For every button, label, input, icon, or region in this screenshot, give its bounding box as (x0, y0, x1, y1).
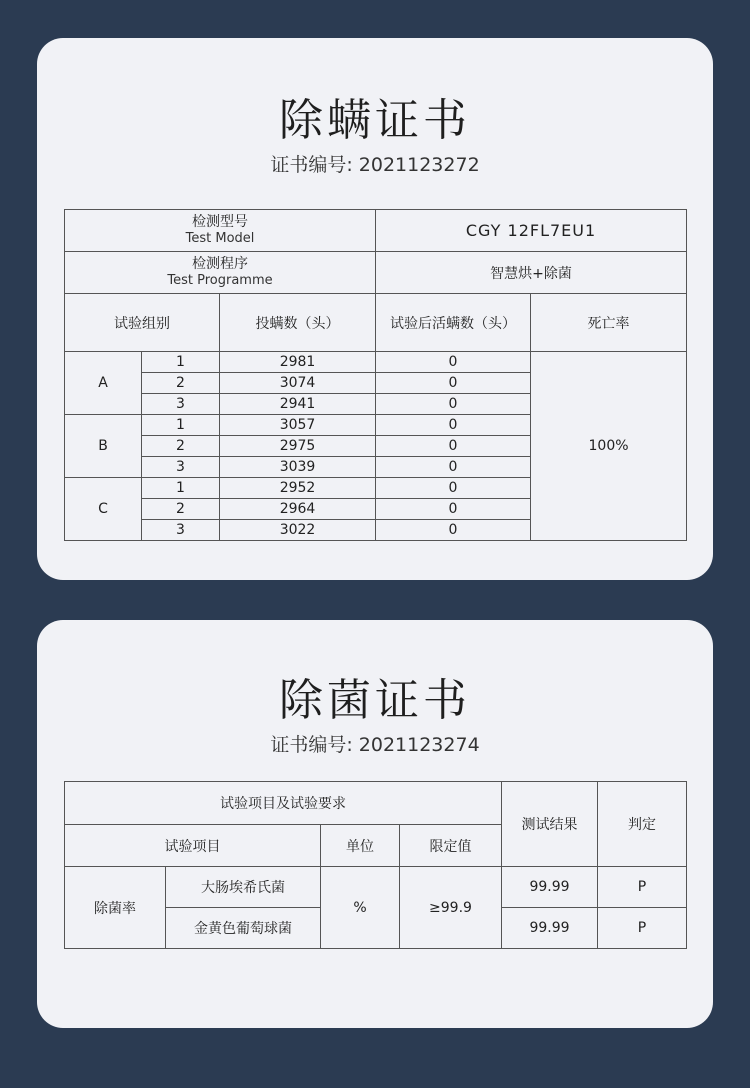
header-live-mites-after: 试验后活螨数（头） (376, 294, 531, 352)
mites-placed: 3039 (220, 457, 376, 478)
header-test-result: 测试结果 (502, 782, 598, 867)
model-label-en: Test Model (185, 231, 255, 246)
model-label-cn: 检测型号 (192, 214, 248, 230)
live-mites-after: 0 (376, 415, 531, 436)
table-row (65, 867, 687, 908)
header-items-requirements: 试验项目及试验要求 (65, 782, 502, 825)
programme-label-cn: 检测程序 (192, 256, 248, 272)
test-result: 99.99 (502, 908, 598, 949)
unit-value: % (321, 867, 400, 949)
mites-placed: 2975 (220, 436, 376, 457)
replicate-number: 3 (142, 457, 220, 478)
mortality-value: 100% (531, 352, 687, 541)
mites-placed: 2941 (220, 394, 376, 415)
replicate-number: 2 (142, 436, 220, 457)
live-mites-after: 0 (376, 520, 531, 541)
group-label: B (65, 415, 142, 478)
replicate-number: 1 (142, 352, 220, 373)
header-limit: 限定值 (400, 825, 502, 867)
germ-certificate-number: 证书编号: 2021123274 (270, 734, 480, 756)
mites-placed: 3074 (220, 373, 376, 394)
mite-certificate-card (37, 38, 713, 580)
live-mites-after: 0 (376, 394, 531, 415)
mites-placed: 2981 (220, 352, 376, 373)
mite-test-table (64, 209, 687, 541)
programme-label-cell (65, 252, 376, 294)
model-label-cell (65, 210, 376, 252)
replicate-number: 2 (142, 373, 220, 394)
live-mites-after: 0 (376, 457, 531, 478)
germ-test-table (64, 781, 687, 949)
bacteria-name: 大肠埃希氏菌 (166, 867, 321, 908)
header-mortality: 死亡率 (531, 294, 687, 352)
judgement: P (598, 908, 687, 949)
header-test-item: 试验项目 (65, 825, 321, 867)
limit-value: ≥99.9 (400, 867, 502, 949)
header-unit: 单位 (321, 825, 400, 867)
germ-header-row-1 (65, 782, 687, 825)
mites-placed: 2964 (220, 499, 376, 520)
mite-certificate-number: 证书编号: 2021123272 (270, 154, 480, 176)
germ-certificate-title: 除菌证书 (279, 675, 471, 726)
replicate-number: 3 (142, 520, 220, 541)
replicate-number: 2 (142, 499, 220, 520)
header-judgement: 判定 (598, 782, 687, 867)
model-row (65, 210, 687, 252)
header-test-group: 试验组别 (65, 294, 220, 352)
test-result: 99.99 (502, 867, 598, 908)
judgement: P (598, 867, 687, 908)
mites-placed: 3022 (220, 520, 376, 541)
mites-placed: 3057 (220, 415, 376, 436)
programme-value: 智慧烘+除菌 (376, 252, 687, 294)
group-label: C (65, 478, 142, 541)
model-value: CGY 12FL7EU1 (376, 210, 687, 252)
programme-label-en: Test Programme (167, 273, 273, 288)
group-label: A (65, 352, 142, 415)
mites-placed: 2952 (220, 478, 376, 499)
live-mites-after: 0 (376, 499, 531, 520)
replicate-number: 1 (142, 478, 220, 499)
replicate-number: 3 (142, 394, 220, 415)
mite-certificate-title: 除螨证书 (279, 95, 471, 146)
mite-header-row (65, 294, 687, 352)
live-mites-after: 0 (376, 478, 531, 499)
bacteria-name: 金黄色葡萄球菌 (166, 908, 321, 949)
header-mites-placed: 投螨数（头） (220, 294, 376, 352)
replicate-number: 1 (142, 415, 220, 436)
germ-certificate-card (37, 620, 713, 1028)
live-mites-after: 0 (376, 352, 531, 373)
programme-row (65, 252, 687, 294)
table-row (65, 352, 687, 373)
live-mites-after: 0 (376, 436, 531, 457)
live-mites-after: 0 (376, 373, 531, 394)
item-category: 除菌率 (65, 867, 166, 949)
